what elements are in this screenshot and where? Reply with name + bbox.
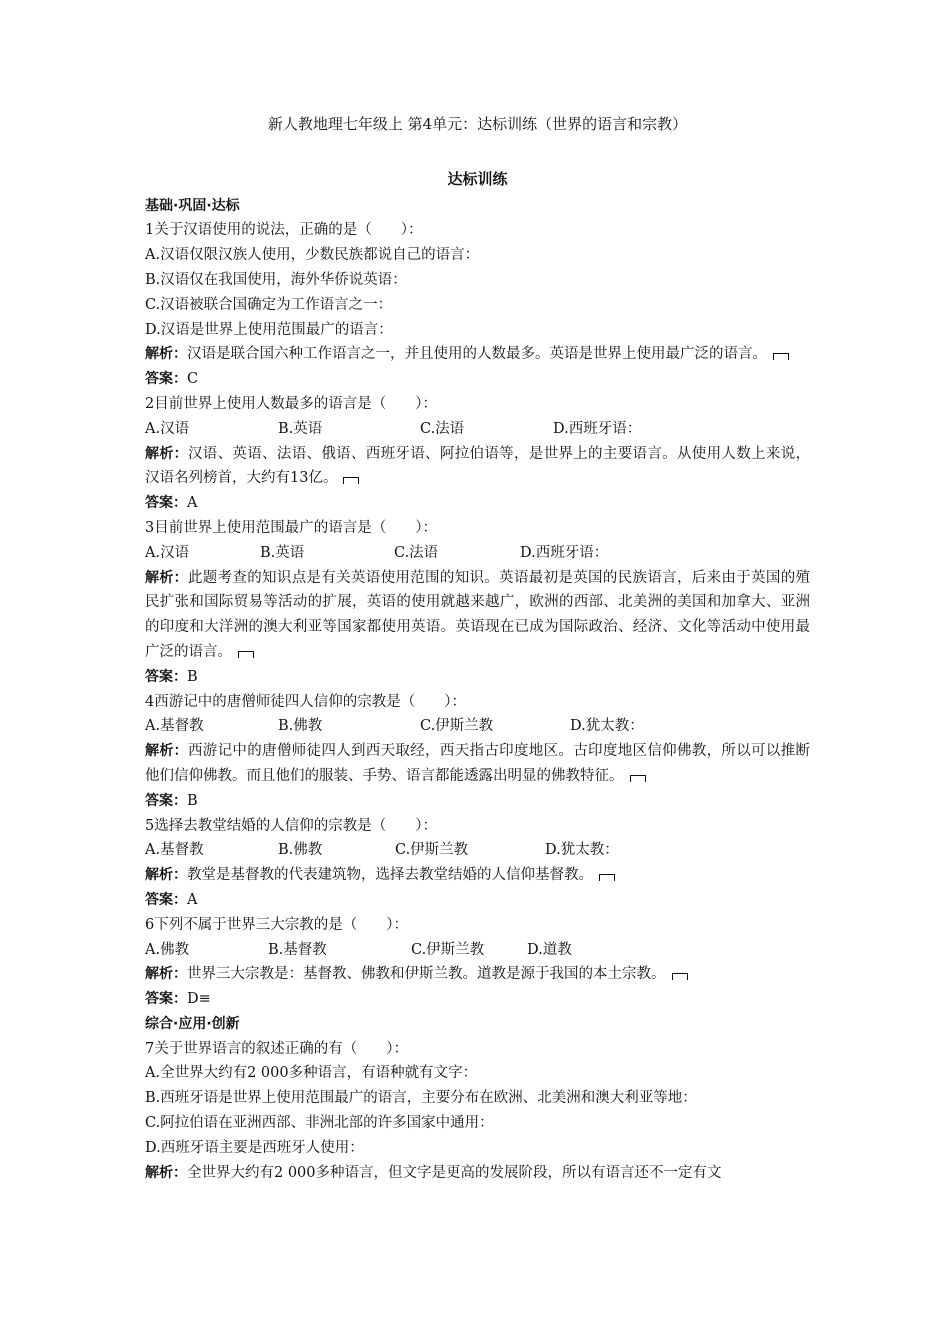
option-a: A.汉语 (145, 544, 190, 561)
question-stem: 2目前世界上使用人数最多的语言是（ ）： (145, 395, 437, 412)
option-d: D.犹太教： (570, 718, 644, 735)
answer (145, 491, 810, 516)
analysis-label: 解析： (145, 743, 188, 760)
analysis-text: 汉语是联合国六种工作语言之一，并且使用的人数最多。英语是世界上使用最广泛的语言。 (187, 346, 767, 363)
answer (145, 367, 810, 392)
analysis-text: 此题考查的知识点是有关英语使用范围的知识。英语最初是英国的民族语言，后来由于英国的殖民扩张和国际贸易等活动的扩展，英语的使用就越来越广，欧洲的西部、北美洲的美国和加拿大、亚洲的印度和大洋洲的澳大利亚等国家都使用英语。英语现在已成为国际政治、经济、文化等活动中使用最广泛的语言。 (145, 569, 811, 660)
answer (145, 665, 810, 690)
option-d: D.犹太教： (545, 842, 619, 859)
answer-label: 答案： (145, 371, 187, 388)
question-6 (145, 913, 810, 1012)
analysis-label: 解析： (145, 445, 188, 462)
analysis (145, 342, 810, 367)
return-mark-icon (630, 775, 646, 782)
question-4 (145, 690, 810, 814)
question-stem: 6下列不属于世界三大宗教的是（ ）： (145, 916, 408, 933)
question-stem: 4西游记中的唐僧师徒四人信仰的宗教是（ ）： (145, 693, 466, 710)
answer (145, 789, 810, 814)
option-d: D.道教 (527, 941, 572, 958)
option-d: D.西班牙语： (553, 420, 642, 437)
option-b: B.佛教 (278, 718, 323, 735)
question-stem: 5选择去教堂结婚的人信仰的宗教是（ ）： (145, 817, 437, 834)
return-mark-icon (238, 651, 254, 658)
answer-value: D≡ (187, 991, 211, 1008)
option-b: B.基督教 (268, 941, 327, 958)
return-mark-icon (343, 477, 359, 484)
option-a: A.汉语 (145, 420, 190, 437)
option-b: B.英语 (278, 420, 323, 437)
option-b: B.佛教 (278, 842, 323, 859)
return-mark-icon (599, 874, 615, 881)
analysis (145, 739, 810, 789)
question-stem: 1关于汉语使用的说法，正确的是（ ）： (145, 222, 423, 239)
analysis-text: 全世界大约有2 000多种语言，但文字是更高的发展阶段，所以有语言还不一定有文 (187, 1164, 722, 1181)
options-row (145, 417, 810, 442)
option-c: C.法语 (420, 420, 465, 437)
exercise-title: 达标训练 (447, 169, 508, 188)
option-d: D.西班牙语： (520, 544, 609, 561)
option-a: A.基督教 (145, 842, 204, 859)
analysis-label: 解析： (145, 867, 187, 884)
options-row (145, 541, 810, 566)
return-mark-icon (773, 353, 789, 360)
section-heading-basic: 基础·巩固·达标 (145, 197, 240, 214)
analysis-text: 西游记中的唐僧师徒四人到西天取经，西天指古印度地区。古印度地区信仰佛教，所以可以推断他们信仰佛教。而且他们的服装、手势、语言都能透露出明显的佛教特征。 (145, 743, 811, 784)
option-b: B.英语 (260, 544, 305, 561)
option-c: C.伊斯兰教 (420, 718, 494, 735)
answer-label: 答案： (145, 495, 187, 512)
answer-label: 答案： (145, 991, 187, 1008)
answer-value: A (187, 495, 198, 512)
option-c: C.法语 (394, 544, 439, 561)
option-a: A.全世界大约有2 000多种语言，有语种就有文字： (145, 1065, 478, 1082)
analysis-label: 解析： (145, 346, 187, 363)
analysis-label: 解析： (145, 966, 187, 983)
answer-label: 答案： (145, 668, 187, 685)
question-5 (145, 814, 810, 913)
options-row (145, 714, 810, 739)
answer (145, 888, 810, 913)
analysis-text: 世界三大宗教是：基督教、佛教和伊斯兰教。道教是源于我国的本土宗教。 (187, 966, 666, 983)
analysis (145, 863, 810, 888)
analysis (145, 962, 810, 987)
question-3 (145, 516, 810, 690)
document-title: 新人教地理七年级上 第4单元：达标训练（世界的语言和宗教） (267, 115, 688, 133)
question-stem: 7关于世界语言的叙述正确的有（ ）： (145, 1040, 408, 1057)
answer (145, 987, 810, 1012)
analysis (145, 566, 810, 665)
answer-value: B (187, 668, 198, 685)
option-c: C.伊斯兰教 (411, 941, 485, 958)
question-2 (145, 392, 810, 516)
answer-label: 答案： (145, 891, 187, 908)
options-row (145, 938, 810, 963)
option-b: B.汉语仅在我国使用，海外华侨说英语： (145, 271, 407, 288)
question-stem: 3目前世界上使用范围最广的语言是（ ）： (145, 519, 437, 536)
question-1 (145, 218, 810, 392)
option-c: C.汉语被联合国确定为工作语言之一： (145, 296, 393, 313)
option-c: C.阿拉伯语在亚洲西部、非洲北部的许多国家中通用： (145, 1115, 494, 1132)
document-page (145, 112, 810, 1185)
analysis-text: 教堂是基督教的代表建筑物，选择去教堂结婚的人信仰基督教。 (187, 867, 593, 884)
analysis-label: 解析： (145, 1164, 187, 1181)
option-c: C.伊斯兰教 (395, 842, 469, 859)
question-7 (145, 1037, 810, 1186)
option-a: A.汉语仅限汉族人使用，少数民族都说自己的语言： (145, 247, 480, 264)
option-d: D.西班牙语主要是西班牙人使用： (145, 1139, 364, 1156)
analysis-text: 汉语、英语、法语、俄语、西班牙语、阿拉伯语等，是世界上的主要语言。从使用人数上来说，汉语名列榜首，大约有13亿。 (145, 445, 811, 487)
analysis (145, 1161, 810, 1186)
option-a: A.基督教 (145, 718, 204, 735)
answer-value: C (187, 371, 199, 388)
answer-value: A (187, 891, 198, 908)
option-d: D.汉语是世界上使用范围最广的语言： (145, 321, 393, 338)
analysis (145, 442, 810, 492)
answer-value: B (187, 792, 198, 809)
return-mark-icon (672, 973, 688, 980)
option-a: A.佛教 (145, 941, 190, 958)
analysis-label: 解析： (145, 569, 188, 586)
options-row (145, 838, 810, 863)
option-b: B.西班牙语是世界上使用范围最广的语言，主要分布在欧洲、北美洲和澳大利亚等地： (145, 1090, 697, 1107)
section-heading-advanced: 综合·应用·创新 (145, 1015, 240, 1032)
answer-label: 答案： (145, 792, 187, 809)
